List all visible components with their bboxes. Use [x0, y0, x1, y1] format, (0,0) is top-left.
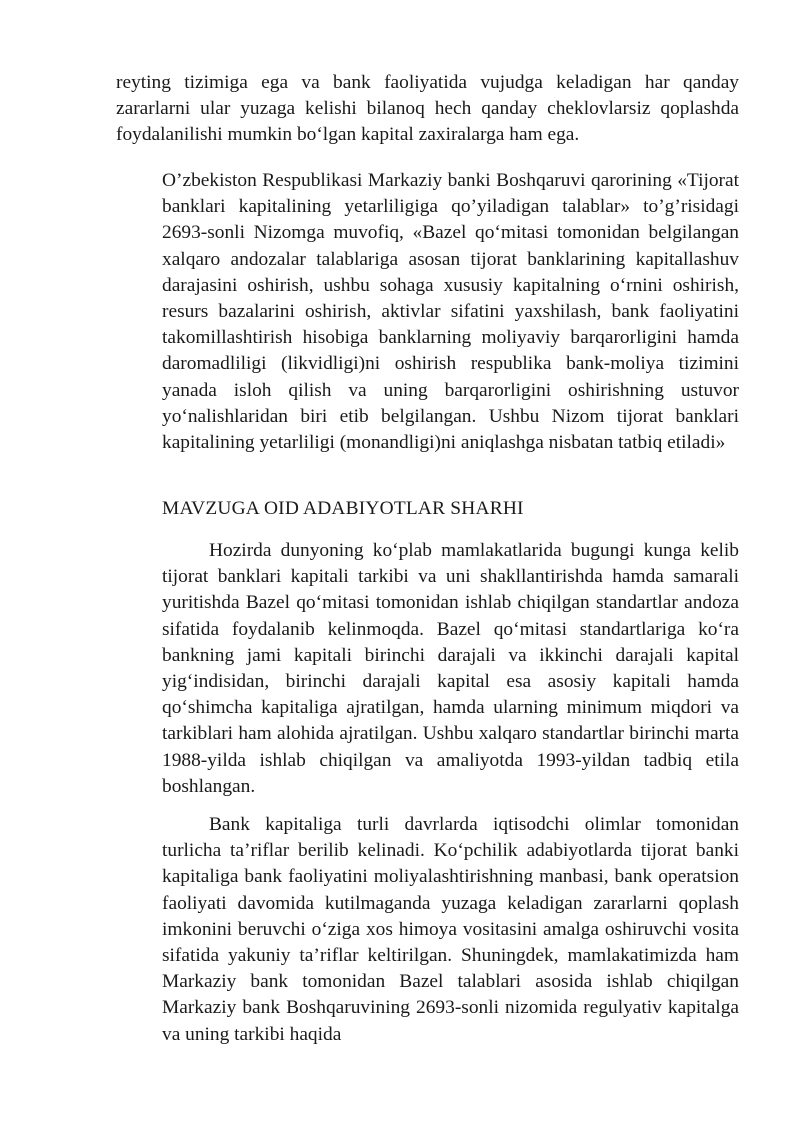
paragraph-continuation: reyting tizimiga ega va bank faoliyatida vujudga keladigan har qanday zararlarni ular yuzaga kelishi bilanoq hech qanday cheklovlarsiz qoplashda foydalanilishi mumkin bo‘lgan kapital zaxiralarga ham ega.	[116, 72, 739, 146]
paragraph-bazel-standards: Hozirda dunyoning ko‘plab mamlakatlarida bugungi kunga kelib tijorat banklari kapitali tarkibi va uni shakllantirishda hamda samarali yuritishda Bazel qo‘mitasi tomonidan ishlab chiqilgan standartlar andoza sifatida foydalanib kelinmoqda. Bazel qo‘mitasi standartlariga ko‘ra bankning jami kapitali birinchi darajali va ikkinchi darajali kapital yig‘indisidan, birinchi darajali kapital esa asosiy kapitali hamda qo‘shimcha kapitaliga ajratilgan, hamda ularning minimum miqdori va tarkiblari ham alohida ajratilgan. Ushbu xalqaro standartlar birinchi marta 1988-yilda ishlab chiqilgan va amaliyotda 1993-yildan tadbiq etila boshlangan.	[162, 540, 739, 797]
paragraph-bank-capital: Bank kapitaliga turli davrlarda iqtisodchi olimlar tomonidan turlicha ta’riflar berilib kelinadi. Ko‘pchilik adabiyotlarda tijorat banki kapitaliga bank faoliyatini moliyalashtirishning manbasi, bank operatsion faoliyati davomida kutilmaganda yuzaga keladigan zararlarni qoplash imkonini beruvchi o‘ziga xos himoya vositasini amalga oshiruvchi vosita sifatida yakuniy ta’riflar keltirilgan. Shuningdek, mamlakatimizda ham Markaziy bank tomonidan Bazel talablari asosida ishlab chiqilgan Markaziy bank Boshqaruvining 2693-sonli nizomida regulyativ kapitalga va uning tarkibi haqida	[162, 814, 739, 1045]
paragraph-nizom-quote: O’zbekiston Respublikasi Markaziy banki Boshqaruvi qarorining «Tijorat banklari kapitalining yetarliligiga qo’yiladigan talablar» to’g’risidagi 2693-sonli Nizomga muvofiq, «Bazel qo‘mitasi tomonidan belgilangan xalqaro andozalar talablariga asosan tijorat banklarining kapitallashuv darajasini oshirish, ushbu sohaga xususiy kapitalning o‘rnini oshirish, resurs bazalarini oshirish, aktivlar sifatini yaxshilash, bank faoliyatini takomillashtirish hisobiga banklarning moliyaviy barqarorligini hamda daromadliligi (likvidligi)ni oshirish respublika bank-moliya tizimini yanada isloh qilish va uning barqarorligini oshirishning ustuvor yo‘nalishlaridan biri etib belgilangan. Ushbu Nizom tijorat banklari kapitalining yetarliligi (monandligi)ni aniqlashga nisbatan tatbiq etiladi»	[162, 170, 739, 454]
section-heading: MAVZUGA OID ADABIYOTLAR SHARHI	[162, 498, 524, 519]
